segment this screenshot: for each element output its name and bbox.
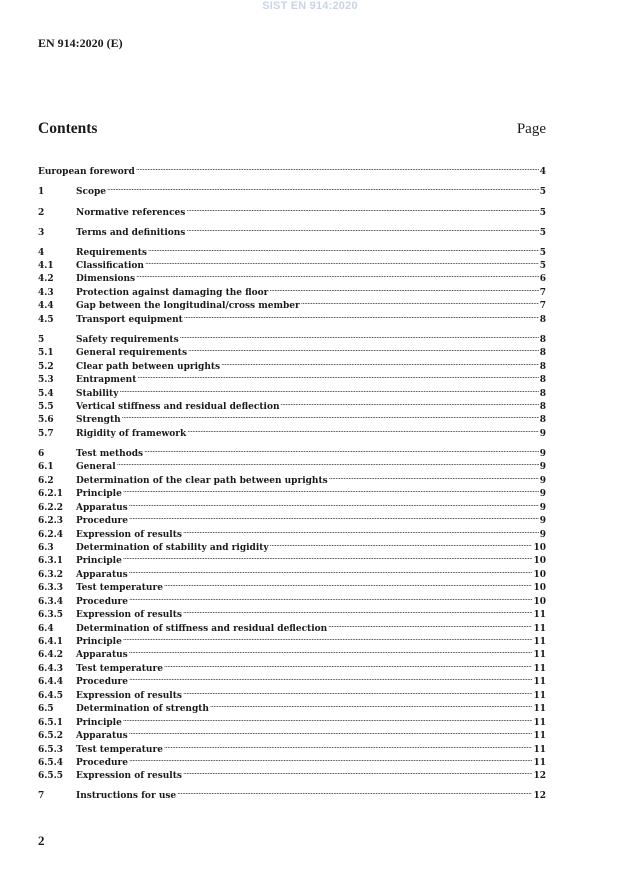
toc-entry-number: 6.4.4 bbox=[38, 677, 64, 688]
toc-entry-number: 6.3.4 bbox=[38, 596, 64, 607]
toc-entry-number: 3 bbox=[38, 227, 45, 238]
toc-entry-page: 11 bbox=[533, 744, 546, 755]
toc-entry-number: 6.2.1 bbox=[38, 489, 64, 500]
toc-dot-leader bbox=[270, 537, 533, 550]
toc-entry-page: 4 bbox=[539, 167, 546, 178]
toc-dot-leader bbox=[129, 644, 533, 657]
toc-entry-title: Requirements bbox=[76, 247, 147, 258]
toc-entry-page: 11 bbox=[533, 610, 546, 621]
toc-entry-number: 2 bbox=[38, 207, 45, 218]
toc-entry-title: Test temperature bbox=[76, 663, 163, 674]
toc-dot-leader bbox=[329, 469, 539, 482]
toc-entry-title: Procedure bbox=[76, 677, 129, 688]
toc-entry-page: 11 bbox=[533, 757, 546, 768]
toc-entry-number: 6.4.1 bbox=[38, 637, 64, 647]
toc-entry-title: Determination of stability and rigidity bbox=[76, 542, 269, 553]
toc-entry[interactable] bbox=[38, 442, 546, 459]
document-id: EN 914:2020 (E) bbox=[38, 36, 123, 50]
toc-entry-number: 6.2 bbox=[38, 475, 54, 486]
toc-entry-title: Classification bbox=[76, 261, 144, 271]
toc-entry-page: 5 bbox=[539, 207, 546, 218]
toc-entry-page: 10 bbox=[533, 542, 546, 553]
toc-entry-number: 5.6 bbox=[38, 415, 54, 426]
toc-entry-title: Instructions for use bbox=[76, 791, 177, 802]
page-number: 2 bbox=[38, 833, 45, 848]
toc-entry-title: Expression of results bbox=[76, 690, 182, 701]
toc-entry[interactable] bbox=[38, 161, 546, 178]
toc-entry-number: 5.3 bbox=[38, 375, 54, 386]
toc-entry-page: 7 bbox=[539, 301, 546, 312]
toc-entry-number: 6.5 bbox=[38, 704, 54, 715]
toc-entry-title: Rigidity of framework bbox=[76, 428, 187, 439]
toc-entry[interactable] bbox=[38, 181, 546, 198]
toc-entry-number: 6.2.4 bbox=[38, 529, 64, 540]
toc-entry-title: Scope bbox=[76, 187, 107, 198]
toc-dot-leader bbox=[183, 604, 533, 617]
toc-dot-leader bbox=[177, 785, 532, 798]
toc-entry-number: 4.1 bbox=[38, 261, 54, 271]
toc-dot-leader bbox=[328, 617, 532, 630]
toc-entry-page: 5 bbox=[539, 227, 546, 238]
toc-dot-leader bbox=[180, 328, 539, 341]
toc-entry-page: 11 bbox=[533, 650, 546, 661]
toc-entry-title: Stability bbox=[76, 388, 119, 399]
toc-entry-page: 9 bbox=[539, 428, 546, 439]
toc-entry-number: 5.5 bbox=[38, 401, 54, 412]
toc-entry-title: Strength bbox=[76, 415, 121, 426]
toc-entry-page: 11 bbox=[533, 663, 546, 674]
toc-dot-leader bbox=[129, 563, 533, 576]
toc-entry-page: 9 bbox=[539, 489, 546, 500]
toc-entry-number: 6.3.1 bbox=[38, 556, 64, 567]
toc-entry-number: 4.5 bbox=[38, 314, 54, 325]
toc-dot-leader bbox=[164, 657, 533, 670]
toc-entry-page: 9 bbox=[539, 529, 546, 540]
toc-entry-page: 9 bbox=[539, 448, 546, 459]
toc-dot-leader bbox=[164, 738, 533, 751]
watermark: SIST EN 914:2020 bbox=[262, 0, 358, 12]
toc-entry-number: 6 bbox=[38, 448, 45, 459]
toc-entry-number: 4.4 bbox=[38, 301, 54, 312]
toc-entry-title: Procedure bbox=[76, 516, 129, 527]
toc-entry-number: 4.2 bbox=[38, 274, 54, 285]
toc-dot-leader bbox=[136, 161, 539, 174]
toc-dot-leader bbox=[136, 268, 539, 281]
toc-dot-leader bbox=[129, 510, 539, 523]
toc-entry-page: 8 bbox=[539, 361, 546, 372]
toc-dot-leader bbox=[186, 201, 538, 214]
toc-entry-number: 6.5.2 bbox=[38, 731, 64, 742]
toc-entry-page: 10 bbox=[533, 556, 546, 567]
toc-entry-page: 5 bbox=[539, 187, 546, 198]
toc-dot-leader bbox=[123, 550, 533, 563]
toc-entry-title: Normative references bbox=[76, 207, 186, 218]
toc-entry-page: 5 bbox=[539, 261, 546, 271]
toc-entry-title: Expression of results bbox=[76, 529, 182, 540]
toc-dot-leader bbox=[129, 671, 532, 684]
toc-dot-leader bbox=[123, 631, 533, 644]
toc-entry-number: 6.2.2 bbox=[38, 502, 64, 513]
toc-entry-page: 11 bbox=[533, 623, 546, 634]
toc-entry-title: Determination of strength bbox=[76, 704, 209, 715]
toc-dot-leader bbox=[164, 577, 533, 590]
toc-entry-page: 10 bbox=[533, 569, 546, 580]
toc-entry-page: 10 bbox=[533, 583, 546, 594]
toc-entry-page: 11 bbox=[533, 677, 546, 688]
toc-entry-page: 7 bbox=[539, 287, 546, 298]
toc-dot-leader bbox=[281, 396, 539, 409]
toc-entry-title: Principle bbox=[76, 489, 122, 500]
toc-entry-page: 8 bbox=[539, 388, 546, 399]
toc-dot-leader bbox=[119, 382, 538, 395]
toc-dot-leader bbox=[184, 308, 539, 321]
toc-entry-title: Transport equipment bbox=[76, 314, 183, 325]
toc-entry-number: 5.2 bbox=[38, 361, 54, 372]
toc-dot-leader bbox=[186, 221, 538, 234]
toc-entry-number: 6.5.5 bbox=[38, 771, 64, 782]
toc-entry-title: Apparatus bbox=[76, 731, 128, 742]
toc-entry-number: 6.4 bbox=[38, 623, 54, 634]
toc-dot-leader bbox=[117, 456, 539, 469]
toc-entry-title: Vertical stiffness and residual deflection bbox=[76, 401, 280, 412]
toc-entry-number: 6.5.4 bbox=[38, 757, 64, 768]
toc-entry-number: 1 bbox=[38, 187, 45, 198]
toc-entry-title: Apparatus bbox=[76, 650, 128, 661]
toc-entry[interactable] bbox=[38, 201, 546, 218]
toc-entry-title: Test methods bbox=[76, 448, 144, 459]
toc-dot-leader bbox=[123, 483, 539, 496]
toc-dot-leader bbox=[187, 422, 538, 435]
toc-entry-page: 8 bbox=[539, 334, 546, 345]
toc-entry-page: 8 bbox=[539, 348, 546, 359]
toc-entry-title: General requirements bbox=[76, 348, 188, 359]
toc-entry-title: Principle bbox=[76, 637, 122, 647]
toc-entry-page: 9 bbox=[539, 516, 546, 527]
contents-title: Contents bbox=[38, 120, 98, 137]
toc-entry-page: 11 bbox=[533, 731, 546, 742]
toc-entry-number: 4 bbox=[38, 247, 45, 258]
toc-dot-leader bbox=[301, 295, 539, 308]
toc-entry-title: Expression of results bbox=[76, 610, 182, 621]
toc-entry-page: 11 bbox=[533, 637, 546, 647]
page-column-label: Page bbox=[516, 121, 546, 137]
toc-dot-leader bbox=[129, 496, 539, 509]
toc-entry-title: Principle bbox=[76, 717, 122, 728]
toc-entry-page: 11 bbox=[533, 690, 546, 701]
toc-entry-number: 5 bbox=[38, 334, 45, 345]
toc-entry-page: 12 bbox=[533, 771, 546, 782]
toc-entry-title: Determination of the clear path between uprights bbox=[76, 475, 328, 486]
toc-entry-number: 6.3 bbox=[38, 542, 54, 553]
toc-entry-title: Expression of results bbox=[76, 771, 182, 782]
toc-entry-title: Dimensions bbox=[76, 274, 136, 285]
toc-entry-title: Principle bbox=[76, 556, 122, 567]
toc-entry-page: 9 bbox=[539, 462, 546, 473]
toc-entry-title: Safety requirements bbox=[76, 334, 179, 345]
toc-entry-page: 12 bbox=[533, 791, 546, 802]
toc-entry-title: Determination of stiffness and residual deflection bbox=[76, 623, 328, 634]
toc-dot-leader bbox=[183, 523, 539, 536]
toc-dot-leader bbox=[183, 684, 533, 697]
toc-entry-title: Procedure bbox=[76, 757, 129, 768]
toc-entry-title: Clear path between uprights bbox=[76, 361, 221, 372]
toc-entry-title: Terms and definitions bbox=[76, 227, 186, 238]
toc-dot-leader bbox=[269, 281, 538, 294]
toc-entry[interactable] bbox=[38, 785, 546, 802]
toc-dot-leader bbox=[129, 725, 533, 738]
toc-entry-page: 6 bbox=[539, 274, 546, 285]
toc-dot-leader bbox=[129, 752, 532, 765]
toc-entry-number: 6.2.3 bbox=[38, 516, 64, 527]
toc-entry-number: 6.3.2 bbox=[38, 569, 64, 580]
toc-dot-leader bbox=[188, 342, 539, 355]
toc-entry-number: 6.4.3 bbox=[38, 663, 64, 674]
toc-dot-leader bbox=[221, 355, 539, 368]
toc-entry-page: 8 bbox=[539, 314, 546, 325]
toc-entry-number: 7 bbox=[38, 791, 45, 802]
toc-entry-title: Apparatus bbox=[76, 502, 128, 513]
toc-entry-title: Apparatus bbox=[76, 569, 128, 580]
toc-dot-leader bbox=[148, 241, 539, 254]
toc-dot-leader bbox=[145, 255, 539, 268]
toc-entry-number: 6.5.3 bbox=[38, 744, 64, 755]
toc-entry-number: 4.3 bbox=[38, 287, 54, 298]
toc-dot-leader bbox=[183, 765, 533, 778]
toc-entry-page: 5 bbox=[539, 247, 546, 258]
toc-entry[interactable] bbox=[38, 241, 546, 258]
toc-entry-page: 8 bbox=[539, 401, 546, 412]
toc-dot-leader bbox=[137, 369, 538, 382]
toc-dot-leader bbox=[129, 590, 532, 603]
toc-entry-page: 8 bbox=[539, 415, 546, 426]
toc-entry-number: 6.3.3 bbox=[38, 583, 64, 594]
toc-entry-number: 6.4.5 bbox=[38, 690, 64, 701]
table-of-contents bbox=[38, 161, 546, 802]
toc-entry-number: 6.3.5 bbox=[38, 610, 64, 621]
toc-entry-number: 5.7 bbox=[38, 428, 54, 439]
toc-entry-number: 6.1 bbox=[38, 462, 54, 473]
toc-dot-leader bbox=[107, 181, 539, 194]
toc-entry-title: Gap between the longitudinal/cross member bbox=[76, 301, 300, 312]
toc-entry-number: 6.4.2 bbox=[38, 650, 64, 661]
toc-entry-page: 9 bbox=[539, 475, 546, 486]
toc-dot-leader bbox=[123, 711, 533, 724]
toc-entry[interactable] bbox=[38, 221, 546, 238]
toc-dot-leader bbox=[210, 698, 533, 711]
contents-header bbox=[38, 120, 546, 138]
toc-entry-title: Test temperature bbox=[76, 583, 163, 594]
toc-entry-title: Protection against damaging the floor bbox=[76, 287, 269, 298]
toc-entry-page: 11 bbox=[533, 717, 546, 728]
toc-entry-number: 5.1 bbox=[38, 348, 54, 359]
toc-entry-title: Test temperature bbox=[76, 744, 163, 755]
toc-entry[interactable] bbox=[38, 328, 546, 345]
toc-entry-page: 11 bbox=[533, 704, 546, 715]
toc-dot-leader bbox=[144, 442, 539, 455]
toc-entry-page: 8 bbox=[539, 375, 546, 386]
toc-entry-title: Entrapment bbox=[76, 375, 137, 386]
toc-entry-number: 5.4 bbox=[38, 388, 54, 399]
toc-entry-page: 9 bbox=[539, 502, 546, 513]
toc-dot-leader bbox=[122, 409, 539, 422]
toc-entry-title: European foreword bbox=[38, 167, 135, 178]
toc-entry-title: General bbox=[76, 462, 116, 473]
toc-entry-number: 6.5.1 bbox=[38, 717, 64, 728]
toc-entry-page: 10 bbox=[533, 596, 546, 607]
toc-entry-title: Procedure bbox=[76, 596, 129, 607]
